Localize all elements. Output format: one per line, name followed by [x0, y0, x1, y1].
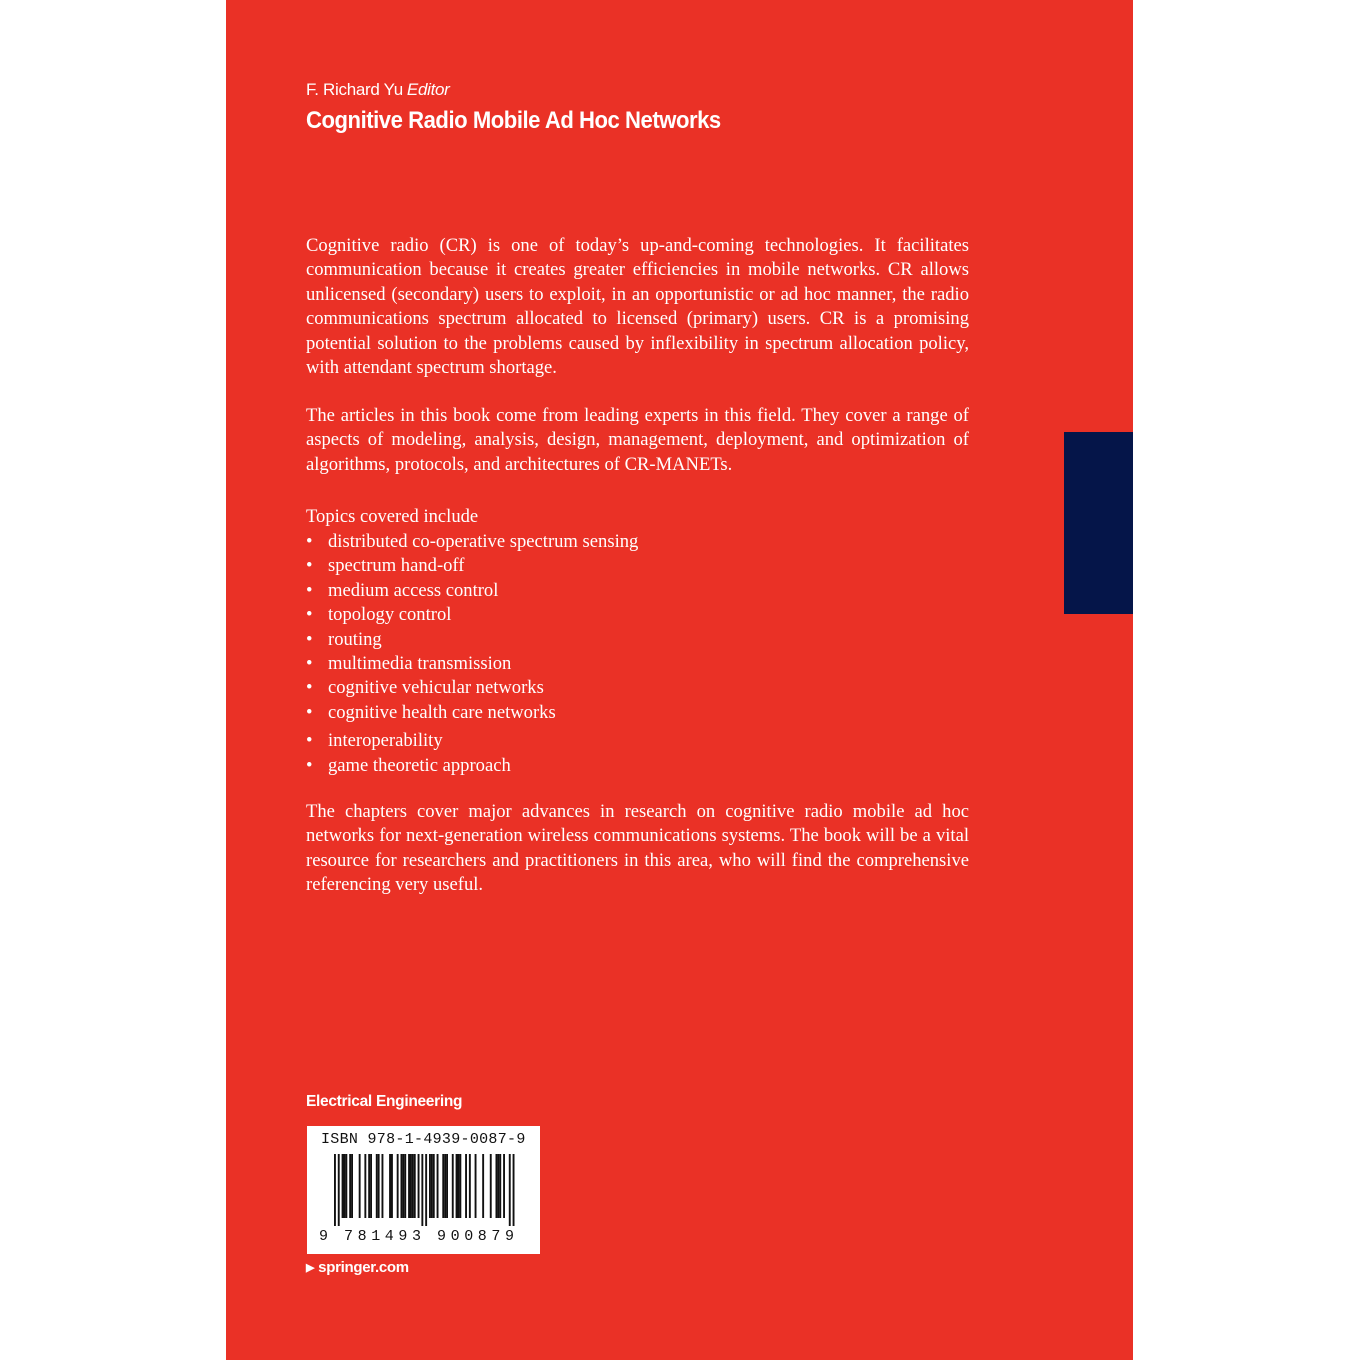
barcode-bar: [433, 1154, 435, 1218]
bullet-icon: •: [306, 604, 313, 626]
website-label: springer.com: [318, 1259, 409, 1276]
barcode-bar: [509, 1154, 511, 1226]
barcode-bar: [444, 1154, 446, 1218]
barcode-bar: [397, 1154, 399, 1218]
barcode-bar: [482, 1154, 484, 1218]
topic-label: medium access control: [328, 579, 499, 601]
editor-role: Editor: [406, 80, 450, 99]
subject-category: Electrical Engineering: [306, 1093, 463, 1110]
barcode-bar: [359, 1154, 361, 1218]
barcode-bar: [437, 1154, 439, 1218]
barcode-bar: [452, 1154, 454, 1218]
topics-heading: Topics covered include: [306, 506, 479, 527]
barcode-bar: [342, 1154, 344, 1218]
barcode-bar: [349, 1154, 351, 1218]
topic-label: cognitive health care networks: [328, 701, 556, 723]
list-item: [306, 729, 638, 753]
barcode-bar: [496, 1154, 498, 1218]
topic-label: topology control: [328, 604, 452, 626]
barcode-bar: [410, 1154, 412, 1218]
triangle-right-icon: ▶: [306, 1262, 315, 1274]
barcode-bar: [414, 1154, 416, 1218]
barcode-bars: [334, 1154, 524, 1226]
topic-label: game theoretic approach: [328, 754, 511, 776]
ean-left-group: 781493: [344, 1228, 426, 1245]
barcode-bar: [425, 1154, 427, 1226]
list-item: [306, 554, 638, 578]
spine-tab: [1064, 432, 1133, 614]
description-paragraph-3: The chapters cover major advances in research on cognitive radio mobile ad hoc networks for next-generation wireless communications systems. The book will be a vital resource for researchers and practitioners in this area, who will find the comprehensive referencing very useful.: [306, 801, 969, 896]
barcode-bar: [503, 1154, 505, 1218]
website-link[interactable]: [306, 1259, 409, 1276]
barcode-bar: [338, 1154, 340, 1226]
list-item: [306, 701, 638, 725]
barcode-bar: [429, 1154, 431, 1218]
editor-name: F. Richard Yu: [306, 80, 403, 99]
barcode-bar: [401, 1154, 403, 1218]
description-paragraph-2: The articles in this book come from leading experts in this field. They cover a range of aspects of modeling, analysis, design, management, deployment, and optimization of algorithms, protocols, and architectures of CR-MANETs.: [306, 405, 969, 475]
barcode-bar: [364, 1154, 366, 1218]
barcode-box: [307, 1126, 540, 1254]
barcode-bar: [412, 1154, 414, 1218]
bullet-icon: •: [306, 555, 313, 577]
list-item: [306, 530, 638, 554]
barcode-bar: [458, 1154, 460, 1218]
barcode-bar: [344, 1154, 346, 1218]
barcode-bar: [446, 1154, 448, 1218]
topic-label: distributed co-operative spectrum sensing: [328, 531, 639, 552]
topic-label: spectrum hand-off: [328, 555, 465, 577]
bullet-icon: •: [306, 754, 313, 776]
description-paragraph-1: Cognitive radio (CR) is one of today’s up-and-coming technologies. It facilitates communication because it creates greater efficiencies in mobile networks. CR allows unlicensed (secondary) users to exploit, in an opportunistic or ad hoc manner, the radio communications spectrum allocated to licensed (primary) users. CR is a promising potential solution to the problems caused by inflexibility in spectrum allocation policy, with attendant spectrum shortage.: [306, 235, 969, 379]
barcode-bar: [490, 1154, 492, 1218]
barcode-bar: [418, 1154, 420, 1218]
barcode-bar: [391, 1154, 393, 1218]
barcode-bar: [431, 1154, 433, 1218]
list-item: [306, 754, 638, 778]
barcode-bar: [442, 1154, 444, 1218]
bullet-icon: •: [306, 701, 313, 723]
barcode-bar: [497, 1154, 499, 1218]
bullet-icon: •: [306, 653, 313, 675]
bullet-icon: •: [306, 531, 313, 552]
list-item: [306, 652, 638, 676]
barcode-bar: [404, 1154, 406, 1218]
barcode-bar: [368, 1154, 370, 1218]
barcode-bar: [345, 1154, 347, 1218]
list-item: [306, 603, 638, 627]
topic-label: cognitive vehicular networks: [328, 677, 544, 699]
barcode-bar: [334, 1154, 336, 1226]
barcode-bar: [469, 1154, 471, 1218]
barcode-bar: [382, 1154, 384, 1218]
ean-first-digit: 9: [319, 1228, 329, 1245]
barcode-bar: [513, 1154, 515, 1226]
bullet-icon: •: [306, 730, 313, 752]
barcode-bar: [475, 1154, 477, 1218]
barcode-bar: [465, 1154, 467, 1218]
barcode-bar: [351, 1154, 353, 1218]
isbn-label: ISBN 978-1-4939-0087-9: [321, 1131, 526, 1148]
barcode-bar: [459, 1154, 461, 1218]
list-item: [306, 628, 638, 652]
editor-line: [306, 80, 450, 100]
topic-label: interoperability: [328, 730, 443, 752]
book-title: Cognitive Radio Mobile Ad Hoc Networks: [306, 107, 721, 134]
topic-label: multimedia transmission: [328, 653, 512, 675]
barcode-bar: [456, 1154, 458, 1218]
ean-right-group: 900879: [437, 1228, 519, 1245]
bullet-icon: •: [306, 579, 313, 601]
topics-list: [306, 530, 638, 778]
barcode-bar: [499, 1154, 501, 1218]
list-item: [306, 579, 638, 603]
bullet-icon: •: [306, 628, 313, 650]
barcode-bar: [370, 1154, 372, 1218]
barcode-bar: [389, 1154, 391, 1218]
barcode-bar: [378, 1154, 380, 1218]
barcode-bar: [421, 1154, 423, 1226]
barcode-bar: [376, 1154, 378, 1218]
topic-label: routing: [328, 628, 382, 650]
list-item: [306, 676, 638, 700]
bullet-icon: •: [306, 677, 313, 699]
barcode-bar: [408, 1154, 410, 1218]
barcode-bar: [402, 1154, 404, 1218]
